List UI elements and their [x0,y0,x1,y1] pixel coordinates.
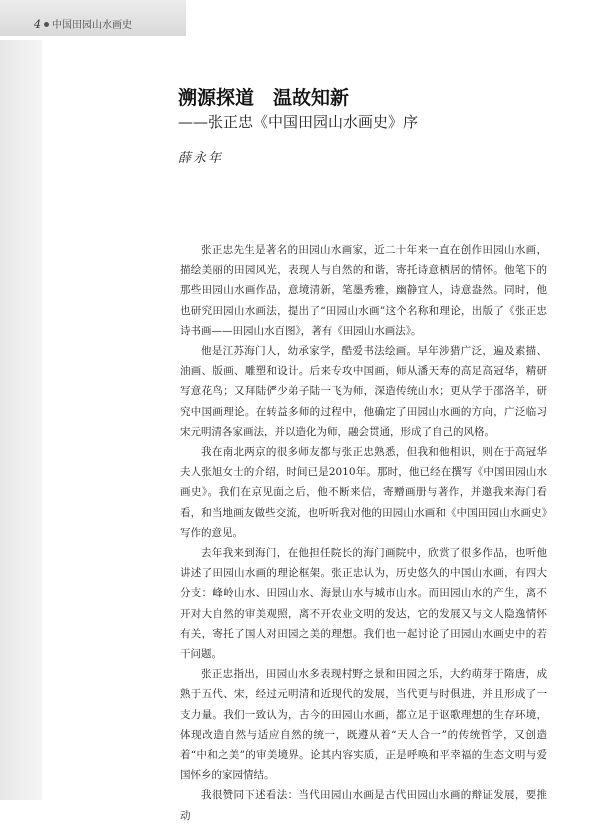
running-header-content [34,19,132,32]
left-margin-band [0,40,42,800]
article-title: 溯源探道 温故知新 [178,87,350,109]
bullet-dot-icon [44,22,49,27]
article-author: 薛永年 [178,151,224,166]
paragraph: 我很赞同下述看法：当代田园山水画是古代田园山水画的辩证发展，要推动 [180,789,547,822]
paragraph: 张正忠先生是著名的田园山水画家，近二十年来一直在创作田园山水画，描绘美丽的田园风光，表现人与自然的和谐，寄托诗意栖居的情怀。他笔下的那些田园山水画作品，意境清新，笔墨秀雅，幽静宜人，诗意盎然。同时，他也研究田园山水画法，提出了“田园山水画”这个名称和理论，出版了《张正忠诗书画——田园山水百图》，著有《田园山水画法》。 [180,244,547,337]
paragraph: 他是江苏海门人，幼承家学，酷爱书法绘画。早年涉猎广泛，遍及素描、油画、版画、雕塑和设计。后来专攻中国画，师从潘天寿的高足高冠华，精研写意花鸟；又拜陆俨少弟子陆一飞为师，深造传统山水；更从学于邵洛羊，研究中国画理论。在转益多师的过程中，他确定了田园山水画的方向，广泛临习宋元明清各家画法，并以造化为师，融会贯通，形成了自己的风格。 [180,345,547,438]
running-header-title: 中国田园山水画史 [52,20,132,31]
paragraph: 去年我来到海门，在他担任院长的海门画院中，欣赏了很多作品，也听他讲述了田园山水画的理论框架。张正忠认为，历史悠久的中国山水画，有四大分支：峰岭山水、田园山水、海景山水与城市山水。而田园山水的产生，离不开对大自然的审美观照，离不开农业文明的发达，它的发展又与文人隐逸情怀有关，寄托了国人对田园之美的理想。我们也一起讨论了田园山水画史中的若干问题。 [180,547,547,661]
article-body [180,240,547,826]
page-number: 4 [34,18,41,31]
paragraph: 张正忠指出，田园山水多表现村野之景和田园之乐，大约萌芽于隋唐，成熟于五代、宋，经过元明清和近现代的发展，当代更与时俱进，并且形成了一支力量。我们一致认为，古今的田园山水画，都立足于讴歌理想的生存环境，体现改造自然与适应自然的统一，既遵从着“天人合一”的传统哲学，又创造着“中和之美”的审美境界。论其内容实质，正是呼唤和平幸福的生态文明与爱国怀乡的家园情结。 [180,668,547,782]
article-subtitle: ——张正忠《中国田园山水画史》序 [178,113,419,131]
paragraph: 我在南北两京的很多师友都与张正忠熟悉，但我和他相识，则在于高冠华夫人张旭女士的介绍，时间已是2010年。那时，他已经在撰写《中国田园山水画史》。我们在京见面之后，他不断来信，寄赠画册与著作，并邀我来海门看看，和当地画友做些交流，也听听我对他的田园山水画和《中国田园山水画史》写作的意见。 [180,446,547,539]
running-header [0,0,186,36]
